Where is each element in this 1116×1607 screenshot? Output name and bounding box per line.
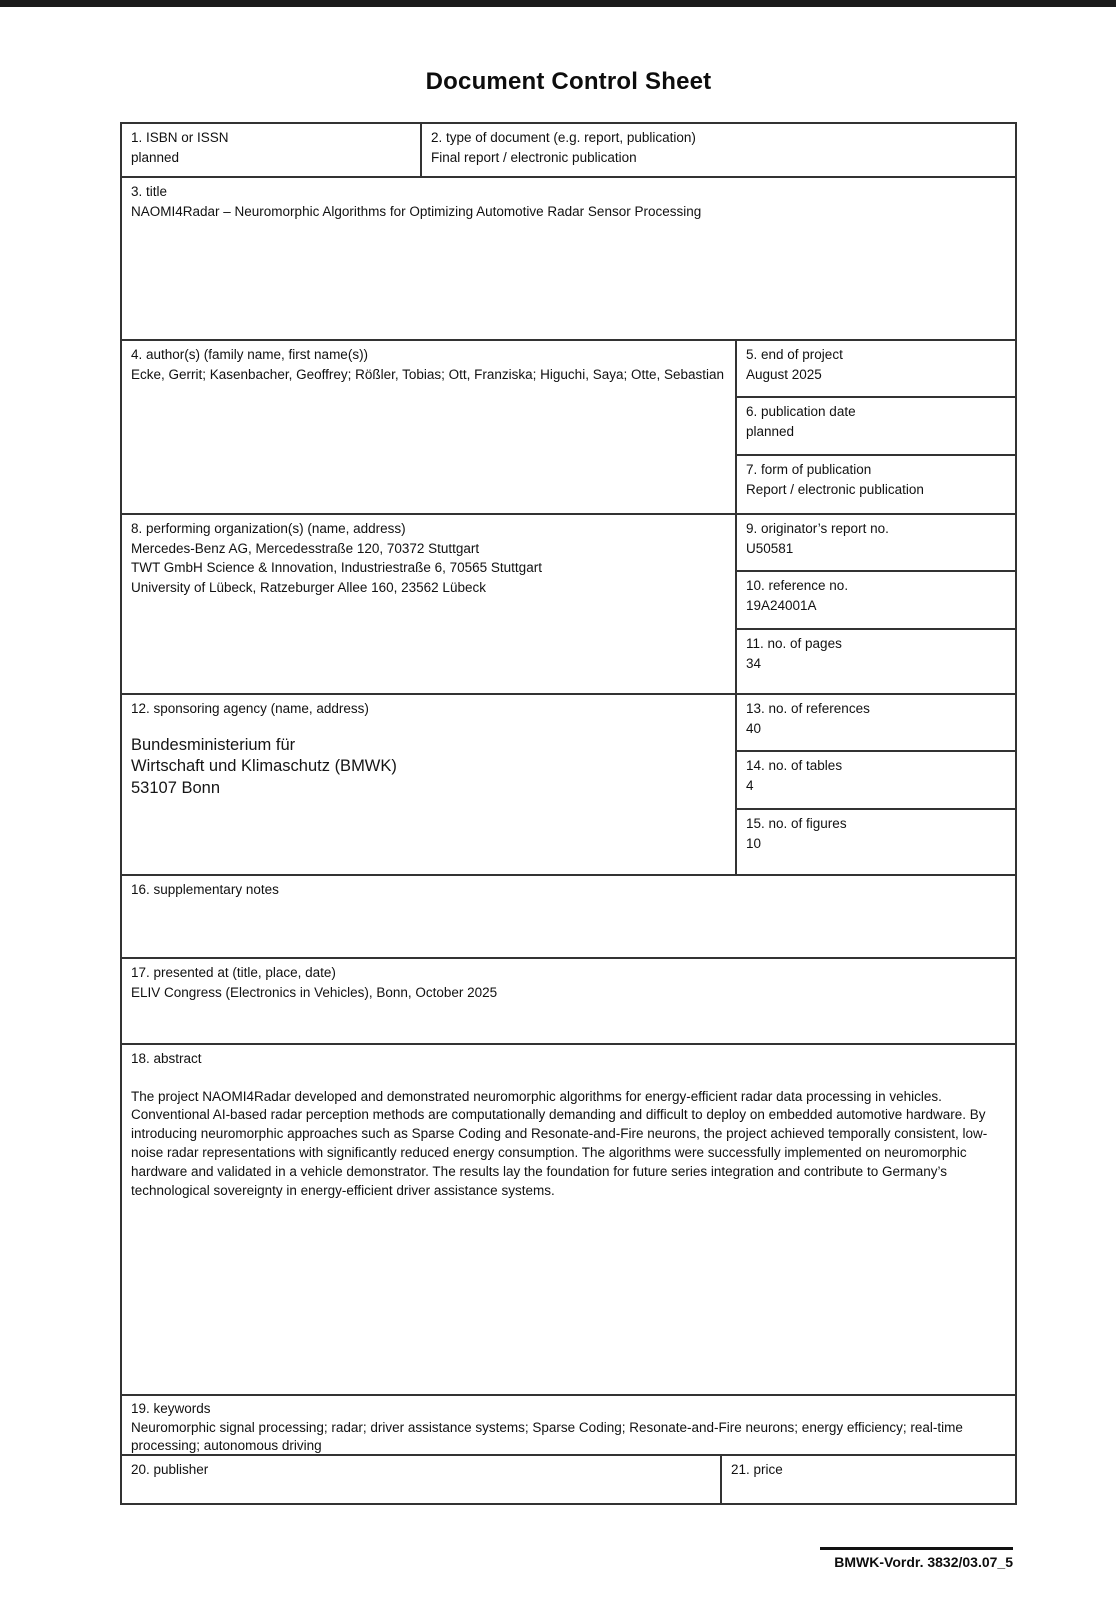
field-value: 19A24001A xyxy=(746,598,817,614)
field-label: 15. no. of figures xyxy=(746,816,847,831)
column-report-numbers xyxy=(735,515,1015,693)
field-value: planned xyxy=(746,424,795,440)
field-originators-report-no xyxy=(737,515,1015,570)
agency-address xyxy=(131,735,726,800)
field-value: 40 xyxy=(746,721,762,737)
field-label: 1. ISBN or ISSN xyxy=(131,130,229,145)
agency-line: Wirtschaft und Klimaschutz (BMWK) xyxy=(131,757,397,776)
field-label: 11. no. of pages xyxy=(746,636,842,651)
field-label: 21. price xyxy=(731,1462,783,1477)
field-title xyxy=(122,178,1015,339)
field-label: 6. publication date xyxy=(746,404,856,419)
field-publication-date xyxy=(737,396,1015,454)
field-label: 17. presented at (title, place, date) xyxy=(131,965,336,980)
field-value: Report / electronic publication xyxy=(746,482,924,498)
row-keywords xyxy=(122,1394,1015,1454)
page-title: Document Control Sheet xyxy=(425,68,712,95)
field-no-of-tables xyxy=(737,750,1015,808)
field-label: 3. title xyxy=(131,184,168,199)
field-value: planned xyxy=(131,149,180,165)
field-reference-no xyxy=(737,570,1015,628)
field-label: 13. no. of references xyxy=(746,701,870,716)
field-label: 2. type of document (e.g. report, publication) xyxy=(431,130,696,145)
field-sponsoring-agency xyxy=(122,695,735,874)
field-label: 14. no. of tables xyxy=(746,758,843,773)
field-label: 9. originator’s report no. xyxy=(746,521,889,536)
field-abstract xyxy=(122,1045,1015,1394)
field-label: 18. abstract xyxy=(131,1051,202,1066)
row-title xyxy=(122,176,1015,339)
row-isbn-type xyxy=(122,124,1015,176)
field-presented-at xyxy=(122,959,1015,1043)
footer-rule xyxy=(820,1547,1013,1550)
field-label: 10. reference no. xyxy=(746,578,849,593)
row-publisher-price xyxy=(122,1454,1015,1503)
field-no-of-pages xyxy=(737,628,1015,693)
field-label: 4. author(s) (family name, first name(s)) xyxy=(131,347,369,362)
field-value: NAOMI4Radar – Neuromorphic Algorithms for Optimizing Automotive Radar Sensor Processing xyxy=(131,203,702,219)
field-isbn xyxy=(122,124,420,176)
field-label: 19. keywords xyxy=(131,1401,211,1416)
field-value: Ecke, Gerrit; Kasenbacher, Geoffrey; Rößler, Tobias; Ott, Franziska; Higuchi, Saya; Otte, Sebastian xyxy=(131,366,725,382)
row-authors-dates xyxy=(122,339,1015,513)
field-value: August 2025 xyxy=(746,367,822,383)
field-performing-organizations xyxy=(122,515,735,693)
field-value: 10 xyxy=(746,836,762,852)
document-control-table xyxy=(120,122,1017,1505)
field-form-of-publication xyxy=(737,454,1015,513)
agency-line: 53107 Bonn xyxy=(131,779,221,798)
field-supplementary-notes xyxy=(122,876,1015,957)
form-number: BMWK-Vordr. 3832/03.07_5 xyxy=(834,1554,1013,1570)
field-label: 16. supplementary notes xyxy=(131,882,279,897)
column-content-counts xyxy=(735,695,1015,874)
field-label: 20. publisher xyxy=(131,1462,209,1477)
row-supplementary-notes xyxy=(122,874,1015,957)
field-keywords xyxy=(122,1396,1015,1454)
column-project-dates xyxy=(735,341,1015,513)
organization-line: Mercedes-Benz AG, Mercedesstraße 120, 70372 Stuttgart xyxy=(131,540,480,556)
agency-line: Bundesministerium für xyxy=(131,735,296,754)
field-label: 7. form of publication xyxy=(746,462,872,477)
scan-edge-bar xyxy=(0,0,1116,7)
field-value: Neuromorphic signal processing; radar; driver assistance systems; Sparse Coding; Resonate-and-Fire neurons; energy efficiency; real-time processing; autonomous driving xyxy=(131,1419,967,1454)
field-document-type xyxy=(420,124,1015,176)
row-agency-counts xyxy=(122,693,1015,874)
row-organizations-report xyxy=(122,513,1015,693)
field-publisher xyxy=(122,1456,720,1503)
field-value: U50581 xyxy=(746,541,794,557)
row-presented-at xyxy=(122,957,1015,1043)
field-value: 4 xyxy=(746,778,754,794)
row-abstract xyxy=(122,1043,1015,1394)
field-label: 12. sponsoring agency (name, address) xyxy=(131,701,369,716)
organization-line: TWT GmbH Science & Innovation, Industriestraße 6, 70565 Stuttgart xyxy=(131,560,542,576)
field-value: Final report / electronic publication xyxy=(431,149,637,165)
field-price xyxy=(720,1456,1015,1503)
field-label: 5. end of project xyxy=(746,347,843,362)
field-value: ELIV Congress (Electronics in Vehicles), Bonn, October 2025 xyxy=(131,984,498,1000)
field-no-of-references xyxy=(737,695,1015,750)
organization-line: University of Lübeck, Ratzeburger Allee 160, 23562 Lübeck xyxy=(131,579,486,595)
field-value: 34 xyxy=(746,656,762,672)
field-no-of-figures xyxy=(737,808,1015,874)
form-number-footer xyxy=(820,1547,1013,1570)
field-end-of-project xyxy=(737,341,1015,396)
abstract-text: The project NAOMI4Radar developed and demonstrated neuromorphic algorithms for energy-efficient radar data processing in vehicles. Conventional AI-based radar perception methods are computationally demanding and difficult to deploy on embedded automotive hardware. By introducing neuromorphic approaches such as Sparse Coding and Resonate-and-Fire neurons, the project achieved temporally consistent, low-noise radar representations with significantly reduced energy consumption. The algorithms were successfully implemented on neuromorphic hardware and validated in a vehicle demonstrator. The results lay the foundation for future series integration and contribute to Germany’s technological sovereignty in energy-efficient driver assistance systems. xyxy=(131,1088,990,1199)
field-authors xyxy=(122,341,735,513)
field-label: 8. performing organization(s) (name, address) xyxy=(131,521,406,536)
